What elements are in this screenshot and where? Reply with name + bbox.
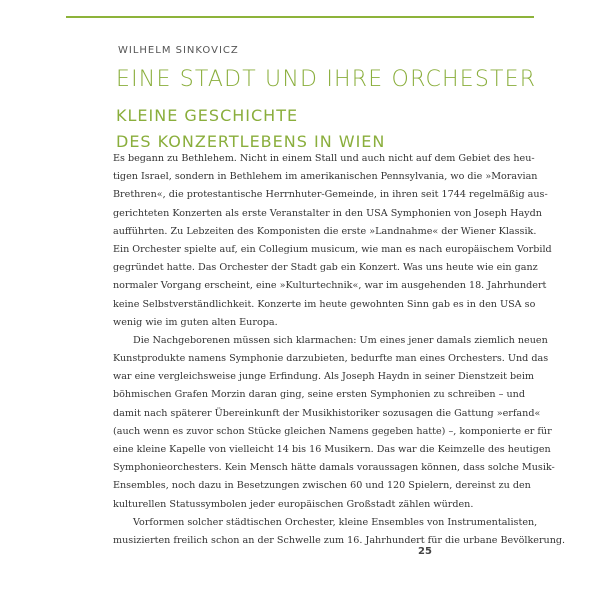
paragraph-line: Ein Orchester spielte auf, ein Collegium musicum, wie man es nach europäischem Vorbild — [113, 243, 552, 255]
chapter-subtitle-line-1: KLEINE GESCHICHTE — [116, 106, 299, 125]
paragraph-line: wenig wie im guten alten Europa. — [113, 316, 278, 328]
paragraph-line: eine kleine Kapelle von vielleicht 14 bis 16 Musikern. Das war die Keimzelle des heutigen — [113, 444, 551, 455]
top-rule — [66, 16, 534, 18]
paragraph-line: Es begann zu Bethlehem. Nicht in einem Stall und auch nicht auf dem Gebiet des heu- — [113, 153, 535, 164]
paragraph-line: Ensembles, noch dazu in Besetzungen zwischen 60 und 120 Spielern, dereinst zu den — [113, 480, 531, 492]
page-number: 25 — [418, 546, 432, 557]
paragraph-line: kulturellen Statussymbolen jeder europäischen Großstadt zählen würden. — [113, 498, 474, 510]
paragraph-line: Symphonieorchesters. Kein Mensch hätte damals voraussagen können, dass solche Musik- — [113, 462, 555, 474]
author-name: WILHELM SINKOVICZ — [118, 45, 239, 56]
paragraph-line: musizierten freilich schon an der Schwelle zum 16. Jahrhundert für die urbane Bevölkerung. — [113, 534, 566, 546]
paragraph-line: tigen Israel, sondern in Bethlehem im amerikanischen Pennsylvania, wo die »Moravian — [113, 171, 538, 183]
paragraph-line: (auch wenn es zuvor schon Stücke gleichen Namens gegeben hatte) –, komponierte er für — [113, 425, 552, 437]
chapter-title: EINE STADT UND IHRE ORCHESTER — [116, 67, 537, 92]
paragraph-line: gerichteten Konzerten als erste Veranstalter in den USA Symphonien von Joseph Haydn — [113, 207, 542, 219]
paragraph-line: war eine vergleichsweise junge Erfindung. Als Joseph Haydn in seiner Dienstzeit beim — [113, 371, 535, 383]
chapter-subtitle-line-2: DES KONZERTLEBENS IN WIEN — [116, 132, 386, 151]
paragraph-line: Brethren«, die protestantische Herrnhuter-Gemeinde, in ihren seit 1744 regelmäßig aus- — [113, 189, 548, 201]
paragraph-line: Die Nachgeborenen müssen sich klarmachen: Um eines jener damals ziemlich neuen — [133, 334, 548, 346]
paragraph-line: Vorformen solcher städtischen Orchester, kleine Ensembles von Instrumentalisten, — [133, 516, 538, 528]
paragraph-line: damit nach späterer Übereinkunft der Musikhistoriker sozusagen die Gattung »erfand« — [113, 407, 541, 419]
paragraph-line: normaler Vorgang erscheint, eine »Kulturtechnik«, war im ausgehenden 18. Jahrhundert — [113, 280, 547, 292]
paragraph-line: gegründet hatte. Das Orchester der Stadt gab ein Konzert. Was uns heute wie ein ganz — [113, 262, 538, 274]
paragraph-line: aufführten. Zu Lebzeiten des Komponisten die erste »Landnahme« der Wiener Klassik. — [113, 225, 537, 237]
paragraph-line: böhmischen Grafen Morzin daran ging, seine ersten Symphonien zu schreiben – und — [113, 389, 525, 401]
paragraph-line: Kunstprodukte namens Symphonie darzubieten, bedurfte man eines Orchesters. Und das — [113, 353, 549, 365]
body-text — [113, 150, 566, 550]
paragraph-line: keine Selbstverständlichkeit. Konzerte im heute gewohnten Sinn gab es in den USA so — [113, 298, 536, 310]
